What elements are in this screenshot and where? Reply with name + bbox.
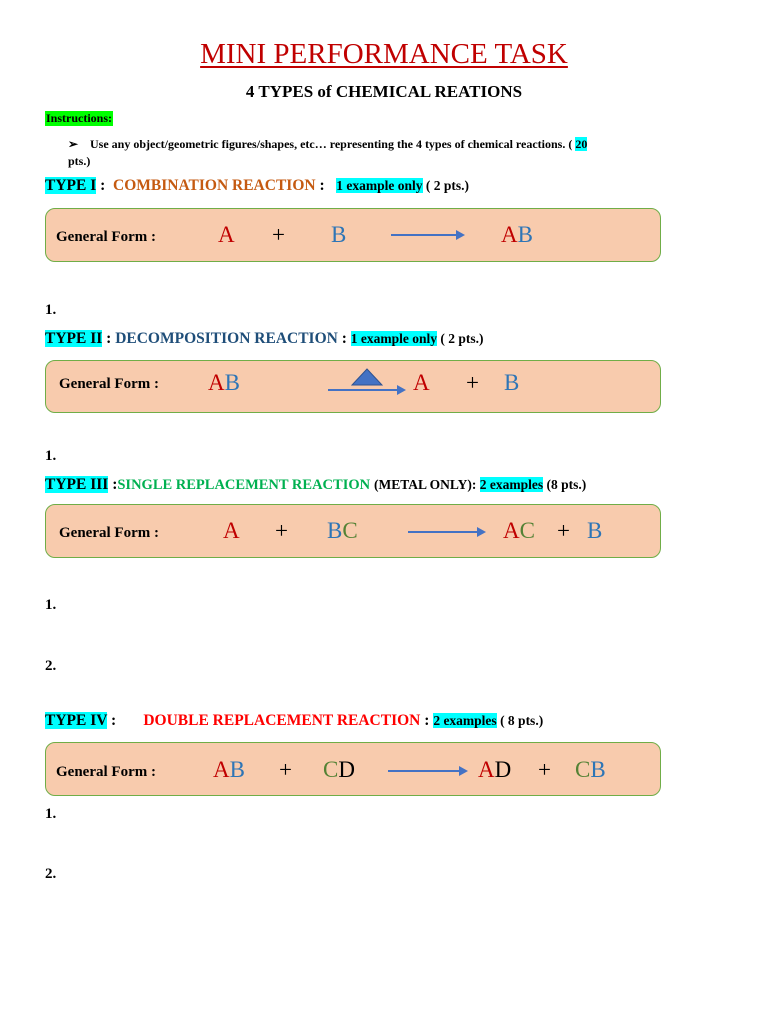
general-form-box-type-4 xyxy=(45,742,661,796)
reaction-arrow-icon xyxy=(388,770,466,772)
product-cb: CB xyxy=(575,757,606,782)
type-name: DECOMPOSITION REACTION xyxy=(115,330,338,347)
general-form-box-type-2 xyxy=(45,360,661,413)
instructions-text: Use any object/geometric figures/shapes, etc… representing the 4 types of chemical reactions. ( xyxy=(90,137,573,151)
reactant-ab: AB xyxy=(208,370,240,395)
general-form-box-type-3 xyxy=(45,504,661,558)
page-subtitle: 4 TYPES of CHEMICAL REATIONS xyxy=(245,82,523,101)
arrow-bullet-icon: ➢ xyxy=(68,137,79,151)
type-3-heading: TYPE III :SINGLE REPLACEMENT REACTION (METAL ONLY): 2 examples (8 pts.) xyxy=(45,476,587,493)
examples-count: 2 examples xyxy=(479,477,544,492)
answer-number: 2. xyxy=(45,866,57,882)
answer-number: 1. xyxy=(45,302,57,318)
instructions-bullet xyxy=(68,136,728,170)
type-qualifier: (METAL ONLY): xyxy=(373,477,480,492)
examples-count: 1 example only xyxy=(350,331,437,346)
general-form-label: General Form : xyxy=(59,525,159,541)
type-label: TYPE I xyxy=(45,177,97,194)
points-highlight: 20 xyxy=(575,137,588,151)
general-form-box-type-1 xyxy=(45,208,661,262)
plus-sign: + xyxy=(557,518,570,543)
general-form-label: General Form : xyxy=(56,764,156,780)
type-name: SINGLE REPLACEMENT REACTION xyxy=(117,477,371,493)
type-2-heading: TYPE II : DECOMPOSITION REACTION : 1 example only ( 2 pts.) xyxy=(45,330,484,347)
examples-count: 2 examples xyxy=(433,713,497,728)
answer-number: 1. xyxy=(45,597,57,613)
reaction-arrow-icon xyxy=(408,531,484,533)
plus-sign: + xyxy=(279,757,292,782)
instructions-label: Instructions: xyxy=(46,111,113,125)
product-ad: AD xyxy=(478,757,512,782)
plus-sign: + xyxy=(466,370,479,395)
page-title: MINI PERFORMANCE TASK xyxy=(200,38,568,70)
points-value: (8 pts.) xyxy=(543,477,587,492)
type-name: DOUBLE REPLACEMENT REACTION xyxy=(143,712,421,729)
reactant-letter: A xyxy=(218,222,235,247)
type-label: TYPE IV xyxy=(45,712,108,729)
plus-sign: + xyxy=(275,518,288,543)
examples-count: 1 example only xyxy=(336,178,423,193)
answer-number: 2. xyxy=(45,658,57,674)
type-name: COMBINATION REACTION xyxy=(113,177,316,194)
heat-triangle-icon xyxy=(351,368,383,386)
reactant-bc: BC xyxy=(327,518,358,543)
plus-sign: + xyxy=(538,757,551,782)
product-ab: AB xyxy=(501,222,533,247)
product-letter: B xyxy=(587,518,603,543)
reaction-arrow-icon xyxy=(391,234,463,236)
general-form-label: General Form : xyxy=(56,229,156,245)
points-value: ( 8 pts.) xyxy=(496,713,544,728)
plus-sign: + xyxy=(272,222,285,247)
instructions-text-end: pts.) xyxy=(68,154,91,168)
type-4-heading: TYPE IV : DOUBLE REPLACEMENT REACTION : 2 examples ( 8 pts.) xyxy=(45,712,544,729)
points-value: ( 2 pts.) xyxy=(437,331,484,346)
reactant-letter: B xyxy=(331,222,347,247)
type-label: TYPE II xyxy=(45,330,103,347)
reactant-ab: AB xyxy=(213,757,245,782)
reactant-cd: CD xyxy=(323,757,355,782)
general-form-label: General Form : xyxy=(59,376,159,392)
reactant-letter: A xyxy=(223,518,240,543)
type-label: TYPE III xyxy=(45,476,109,493)
product-letter: B xyxy=(504,370,520,395)
reaction-arrow-icon xyxy=(328,389,404,391)
product-letter: A xyxy=(413,370,430,395)
type-1-heading: TYPE I : COMBINATION REACTION : 1 example only ( 2 pts.) xyxy=(45,177,469,194)
product-ac: AC xyxy=(503,518,535,543)
points-value: ( 2 pts.) xyxy=(422,178,469,193)
answer-number: 1. xyxy=(45,448,57,464)
answer-number: 1. xyxy=(45,806,57,822)
